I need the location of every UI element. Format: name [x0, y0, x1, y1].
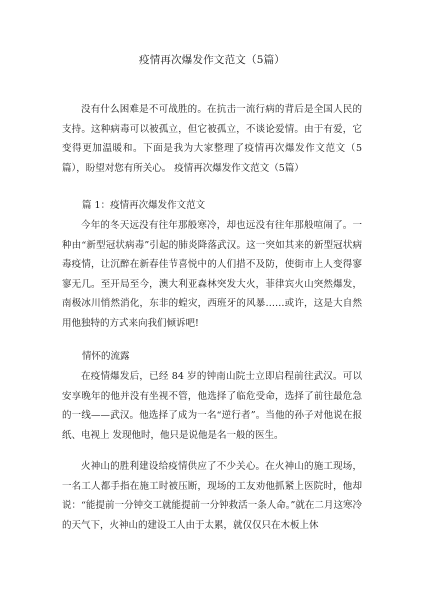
body-paragraph-1: 今年的冬天远没有往年那般寒冷，却也远没有往年那般喧闹了。一种由“新型冠状病毒”引起的肺炎降落武汉。这一突如其来的新型冠状病毒疫情，让沉醉在新春佳节喜悦中的人们措不及防，使街市上人变得寥寥无几。至开局至今，澳大利亚森林突发大火，菲律宾火山突然爆发，南极冰川悄然消化，东非的蝗灾，西班牙的风暴……或许，这是大自然用他独特的方式来向我们倾诉吧! — [62, 220, 362, 329]
body-paragraph-3: 火神山的胜利建设给疫情供应了不少关心。在火神山的施工现场，一名工人都手指在施工时被压断，现场的工友劝他抓紧上医院时，他却说：“能提前一分钟交工就能提前一分钟救活一条人命。”就在二月这寒冷的天气下，火神山的建设工人由于太累，就仅仅只在木板上休 — [62, 461, 362, 531]
section-heading: 篇 1：疫情再次爆发作文范文 — [82, 200, 206, 211]
subheading: 情怀的流露 — [82, 351, 130, 362]
document-title: 疫情再次爆发作文范文（5篇） — [139, 54, 285, 66]
intro-paragraph: 没有什么困难是不可战胜的。在抗击一流行病的背后是全国人民的支持。这种病毒可以被孤立，但它被孤立，不谈论爱情。由于有爱，它变得更加温暖和。下面是我为大家整理了疫情再次爆发作文范文（5篇），盼望对您有所关心。 疫情再次爆发作文范文（5篇） — [62, 104, 362, 174]
body-paragraph-2: 在疫情爆发后，已经 84 岁的钟南山院士立即启程前往武汉。可以安享晚年的他并没有坐视不管，他选择了临危受命，选择了前往最危急的一线——武汉。他选择了成为一名“逆行者”。当他的孙子对他说在报纸、电视上 发现他时，他只是说他是名一般的医生。 — [62, 371, 362, 441]
